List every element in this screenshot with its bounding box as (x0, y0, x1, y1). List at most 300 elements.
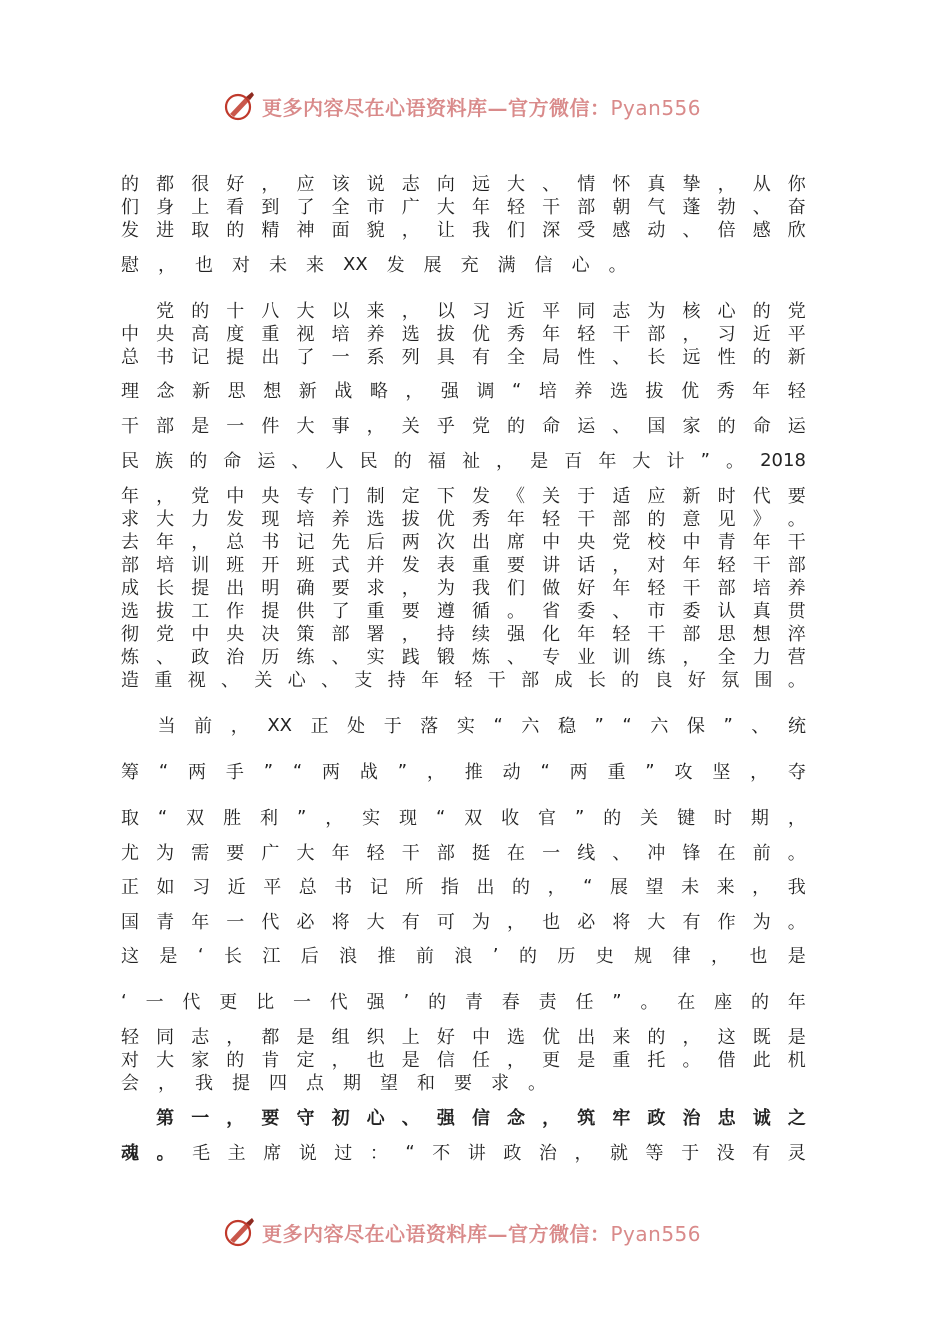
text-char: 来 (612, 1027, 631, 1048)
text-char: 的 (191, 301, 210, 322)
text-char: 六 (650, 716, 669, 737)
text-char: 出 (577, 1027, 596, 1048)
text-char: 求 (491, 1073, 509, 1094)
text-char: 春 (501, 992, 520, 1013)
text-char: 在 (717, 843, 736, 864)
text-line (121, 942, 806, 968)
text-char: 为 (471, 912, 490, 933)
text-char: 强 (366, 992, 385, 1013)
text-char: 培 (296, 509, 315, 530)
text-char: 的 (121, 174, 139, 195)
text-char: 统 (787, 716, 806, 737)
text-char: 代 (752, 486, 771, 507)
text-char: 政 (647, 1108, 666, 1129)
text-char: 前 (415, 946, 434, 967)
text-char: 貌 (366, 220, 385, 241)
text-char: 求 (366, 578, 385, 599)
text-char: 式 (331, 555, 350, 576)
text-char: 化 (542, 624, 561, 645)
text-char: 新 (298, 381, 317, 402)
text-char: 动 (502, 762, 521, 783)
text-char: 战 (359, 762, 378, 783)
text-char: 年 (682, 555, 701, 576)
text-char: 意 (682, 509, 701, 530)
text-char: 发 (401, 555, 420, 576)
text-char: 魂 (121, 1143, 139, 1164)
text-char: 命 (223, 451, 242, 472)
text-char: 持 (436, 624, 455, 645)
text-char: 总 (121, 347, 139, 368)
text-char: 选 (401, 324, 420, 345)
text-char: 委 (577, 601, 596, 622)
text-char: 氛 (721, 670, 740, 691)
text-char: 都 (261, 1027, 280, 1048)
text-line (121, 447, 806, 473)
text-char: 记 (191, 347, 210, 368)
text-char: 为 (156, 843, 175, 864)
text-char: 家 (191, 1050, 210, 1071)
text-char: 去 (121, 532, 139, 553)
text-char: 干 (647, 624, 666, 645)
text-char: 的 (647, 509, 666, 530)
text-char: 一 (191, 1108, 210, 1129)
text-char: 干 (752, 555, 771, 576)
text-char: 记 (369, 877, 388, 898)
text-char: 比 (256, 992, 275, 1013)
text-line (121, 1069, 806, 1095)
text-char: ， (542, 1108, 561, 1129)
text-char: 为 (647, 301, 666, 322)
text-char: 史 (595, 946, 614, 967)
text-char: 展 (609, 877, 628, 898)
text-char: 年 (612, 578, 631, 599)
text-char: 落 (420, 716, 439, 737)
text-char: 的 (752, 301, 771, 322)
text-char: 视 (296, 324, 315, 345)
text-char: 干 (401, 843, 420, 864)
text-char: 好 (226, 174, 245, 195)
text-char: ， (401, 578, 420, 599)
text-char: 要 (401, 601, 420, 622)
text-char: 轻 (366, 843, 385, 864)
text-char: “ (540, 760, 550, 782)
text-char: 见 (717, 509, 736, 530)
text-char: 关 (640, 808, 659, 829)
text-char: ” (397, 760, 408, 782)
text-char: ， (226, 1108, 245, 1129)
text-char: 锋 (682, 843, 701, 864)
text-char: 座 (714, 992, 733, 1013)
text-char: ‘ (121, 990, 127, 1012)
text-char: 两 (188, 762, 207, 783)
text-char: 轻 (542, 509, 561, 530)
text-char: 十 (226, 301, 245, 322)
text-char: ， (226, 1027, 245, 1048)
text-char: 营 (787, 647, 806, 668)
text-char: 。 (726, 451, 745, 472)
text-char: 浪 (454, 946, 473, 967)
text-char: 神 (296, 220, 315, 241)
text-char: “ (405, 1141, 415, 1163)
wechat-id: Pyan556 (610, 1222, 702, 1246)
text-char: 确 (296, 578, 315, 599)
text-line (121, 908, 806, 934)
text-char: 正 (310, 716, 329, 737)
text-char: 强 (440, 381, 459, 402)
text-char: 运 (787, 416, 806, 437)
text-char: 平 (787, 324, 806, 345)
text-char: 提 (261, 601, 280, 622)
text-char: 是 (530, 451, 549, 472)
text-char: 大 (296, 843, 315, 864)
text-char: 筹 (121, 762, 139, 783)
text-char: 信 (436, 1050, 455, 1071)
text-char: 一 (331, 347, 350, 368)
text-char: 守 (296, 1108, 315, 1129)
text-char: 的 (226, 1050, 245, 1071)
text-char: 良 (654, 670, 673, 691)
text-char: 干 (682, 578, 701, 599)
text-char: 话 (577, 555, 596, 576)
text-char: 乎 (436, 416, 455, 437)
text-char: 精 (261, 220, 280, 241)
text-char: 提 (191, 578, 210, 599)
text-char: 任 (471, 1050, 490, 1071)
text-char: 选 (507, 1027, 526, 1048)
text-char: 毛 (192, 1143, 211, 1164)
text-char: 广 (401, 197, 420, 218)
text-char: 以 (436, 301, 455, 322)
text-char: 两 (401, 532, 420, 553)
text-char: 干 (612, 324, 631, 345)
text-line (121, 873, 806, 899)
text-char: 借 (717, 1050, 736, 1071)
text-char: 部 (121, 555, 139, 576)
text-char: 轻 (647, 578, 666, 599)
text-char: 强 (436, 1108, 455, 1129)
text-char: ， (496, 451, 515, 472)
text-char: 年 (191, 912, 210, 933)
text-char: 也 (749, 946, 768, 967)
text-char: 思 (227, 381, 246, 402)
text-char: 看 (226, 197, 245, 218)
text-char: 委 (682, 601, 701, 622)
text-char: 于 (681, 1143, 700, 1164)
text-char: 支 (354, 670, 373, 691)
text-char: 未 (269, 255, 287, 276)
text-char: 中 (471, 1027, 490, 1048)
text-char: ， (401, 220, 420, 241)
text-char: 也 (542, 912, 561, 933)
text-char: 的 (518, 946, 537, 967)
text-char: 要 (454, 1073, 472, 1094)
text-char: 轻 (577, 324, 596, 345)
text-char: 线 (577, 843, 596, 864)
text-char: 国 (121, 912, 139, 933)
text-char: 养 (331, 509, 350, 530)
text-char: 署 (366, 624, 385, 645)
text-char: 一 (292, 992, 311, 1013)
text-char: 人 (325, 451, 344, 472)
text-char: 同 (156, 1027, 175, 1048)
text-char: 部 (331, 624, 350, 645)
text-char: 书 (334, 877, 353, 898)
text-char: 现 (399, 808, 418, 829)
text-char: 志 (401, 174, 420, 195)
text-char: 好 (687, 670, 706, 691)
text-char: 。 (608, 255, 627, 276)
text-char: 历 (261, 647, 280, 668)
text-char: 说 (298, 1143, 317, 1164)
text-char: 年 (421, 670, 440, 691)
text-char: 遵 (436, 601, 455, 622)
text-char: 市 (647, 601, 666, 622)
text-char: 规 (634, 946, 653, 967)
text-char: ， (325, 808, 344, 829)
text-char: 、 (321, 670, 340, 691)
text-char: 央 (226, 624, 245, 645)
text-char: 近 (227, 877, 246, 898)
text-char: ， (750, 762, 769, 783)
text-char: 托 (647, 1050, 666, 1071)
text-char (121, 300, 139, 321)
text-char: 拔 (401, 509, 420, 530)
text-char: ， (682, 647, 701, 668)
text-char: 平 (263, 877, 282, 898)
text-char: ， (401, 301, 420, 322)
text-char: ， (710, 946, 729, 967)
banner-text: 更多内容尽在心语资料库—官方微信：Pyan556 (262, 1222, 702, 1246)
text-char: 计 (666, 451, 685, 472)
text-line (121, 988, 806, 1014)
text-char: 治 (226, 647, 245, 668)
text-char: 优 (681, 381, 700, 402)
text-char: 党 (787, 301, 806, 322)
text-char: 高 (191, 324, 210, 345)
text-char: 发 (471, 486, 490, 507)
text-char: “ (512, 379, 522, 401)
text-char: 指 (440, 877, 459, 898)
text-char: 情 (577, 174, 596, 195)
text-char: 坚 (712, 762, 731, 783)
text-char: 干 (577, 509, 596, 530)
text-char: 中 (542, 532, 561, 553)
text-char: 运 (257, 451, 276, 472)
text-char: 必 (577, 912, 596, 933)
text-char: 上 (401, 1027, 420, 1048)
text-char: 运 (577, 416, 596, 437)
text-char: 祉 (461, 451, 480, 472)
text-char: 。 (787, 509, 806, 530)
text-char: 这 (121, 946, 139, 967)
text-char: 受 (577, 220, 596, 241)
text-char: 新 (787, 347, 806, 368)
text-char: 夺 (788, 762, 806, 783)
text-char: 都 (156, 174, 175, 195)
text-char: 《 (507, 486, 526, 507)
text-char: 大 (296, 416, 315, 437)
text-char: ” (574, 806, 585, 828)
text-char: 以 (331, 301, 350, 322)
text-char: ” (700, 449, 710, 471)
text-char (121, 1107, 139, 1128)
text-line (121, 251, 806, 277)
text-char: 大 (156, 509, 175, 530)
text-char: 总 (226, 532, 245, 553)
text-char: 一 (226, 416, 245, 437)
text-char: 我 (195, 1073, 213, 1094)
text-char: 没 (716, 1143, 735, 1164)
text-char: 江 (262, 946, 281, 967)
text-char: 。 (156, 1143, 175, 1164)
text-char: 拔 (645, 381, 664, 402)
text-char: 、 (401, 1108, 420, 1129)
text-char: 更 (542, 1050, 561, 1071)
text-char: 总 (298, 877, 317, 898)
text-char: 轻 (507, 197, 526, 218)
text-char: 蓬 (682, 197, 701, 218)
text-char: 对 (647, 555, 666, 576)
text-char: 年 (787, 992, 806, 1013)
text-char: 可 (436, 912, 455, 933)
text-char: 青 (156, 912, 175, 933)
text-char: 双 (464, 808, 483, 829)
text-char: 、 (156, 647, 175, 668)
text-char: 八 (261, 301, 280, 322)
text-char: 新 (192, 381, 211, 402)
text-char: ， (574, 1143, 593, 1164)
text-char: 重 (471, 555, 490, 576)
text-char: 我 (471, 578, 490, 599)
text-char: 们 (507, 578, 526, 599)
text-char: 定 (401, 486, 420, 507)
text-char: 是 (159, 946, 178, 967)
text-char: 、 (612, 416, 631, 437)
text-char: 秀 (507, 324, 526, 345)
text-char: 先 (331, 532, 350, 553)
text-char: 对 (232, 255, 250, 276)
text-char: 度 (226, 324, 245, 345)
text-char: 心 (571, 255, 590, 276)
text-char: 大 (366, 912, 385, 933)
text-char: 欣 (787, 220, 806, 241)
text-char: 过 (334, 1143, 353, 1164)
text-char: 养 (366, 324, 385, 345)
text-char: 长 (223, 946, 242, 967)
text-char: 了 (296, 197, 315, 218)
text-char: 身 (156, 197, 175, 218)
text-char: 部 (156, 416, 175, 437)
text-char: “ (583, 875, 593, 897)
text-char: 长 (156, 578, 175, 599)
text-char: 时 (717, 486, 736, 507)
text-char: 也 (366, 1050, 385, 1071)
text-char: 炼 (471, 647, 490, 668)
text-char: 培 (752, 578, 771, 599)
text-char: 民 (121, 451, 139, 472)
text-char: 来 (716, 877, 735, 898)
text-char: “ (493, 714, 503, 736)
text-char: ” (723, 714, 733, 736)
text-char: 期 (343, 1073, 361, 1094)
text-char: 锻 (436, 647, 455, 668)
text-char: 六 (521, 716, 540, 737)
text-char: 。 (787, 912, 806, 933)
text-char: 要 (787, 486, 806, 507)
text-char: 牢 (612, 1108, 631, 1129)
text-char: 一 (542, 843, 561, 864)
text-char: 了 (331, 601, 350, 622)
text-char: 尤 (121, 843, 139, 864)
text-char: 有 (682, 912, 701, 933)
text-char: 志 (612, 301, 631, 322)
pen-logo-icon (222, 1214, 258, 1250)
text-char: 优 (471, 324, 490, 345)
text-char: 认 (717, 601, 736, 622)
text-char: 局 (542, 347, 561, 368)
text-char: 拔 (436, 324, 455, 345)
text-char: 代 (329, 992, 348, 1013)
text-char: 既 (752, 1027, 771, 1048)
text-char: 。 (528, 1073, 546, 1094)
text-char: 年 (752, 381, 771, 402)
text-char: 心 (287, 670, 306, 691)
text-char: 轻 (121, 1027, 139, 1048)
text-char: 代 (182, 992, 201, 1013)
text-char: 家 (682, 416, 701, 437)
text-char: 推 (464, 762, 483, 783)
text-char: 政 (503, 1143, 522, 1164)
text-char: 勃 (717, 197, 736, 218)
text-char: 键 (677, 808, 696, 829)
text-char: 该 (331, 174, 350, 195)
text-char: 命 (542, 416, 561, 437)
text-char: 实 (362, 808, 381, 829)
text-char: 提 (226, 347, 245, 368)
text-char: 部 (521, 670, 540, 691)
text-char: 重 (607, 762, 626, 783)
text-char: 市 (366, 197, 385, 218)
text-char: 关 (254, 670, 273, 691)
text-char: 律 (672, 946, 691, 967)
text-char: 政 (191, 647, 210, 668)
text-char: 。 (640, 992, 659, 1013)
text-char: 年 (752, 532, 771, 553)
text-char: ， (230, 716, 249, 737)
text-char: 成 (554, 670, 573, 691)
text-char: 重 (261, 324, 280, 345)
text-char: 四 (269, 1073, 287, 1094)
text-line (121, 758, 806, 784)
text-char: 是 (577, 1050, 596, 1071)
text-char: 。 (507, 601, 526, 622)
text-char: 你 (787, 174, 806, 195)
text-char: 官 (538, 808, 557, 829)
text-char: 为 (436, 578, 455, 599)
text-char: 年 (121, 486, 139, 507)
text-char: 胜 (223, 808, 242, 829)
text-char: 如 (156, 877, 175, 898)
text-char: 心 (717, 301, 736, 322)
text-char: ， (507, 912, 526, 933)
text-char: 就 (609, 1143, 628, 1164)
text-char: 同 (577, 301, 596, 322)
text-char: 席 (507, 532, 526, 553)
text-char: 、 (682, 220, 701, 241)
text-char: 持 (387, 670, 406, 691)
text-char: 要 (261, 1108, 280, 1129)
text-char: 干 (121, 416, 139, 437)
